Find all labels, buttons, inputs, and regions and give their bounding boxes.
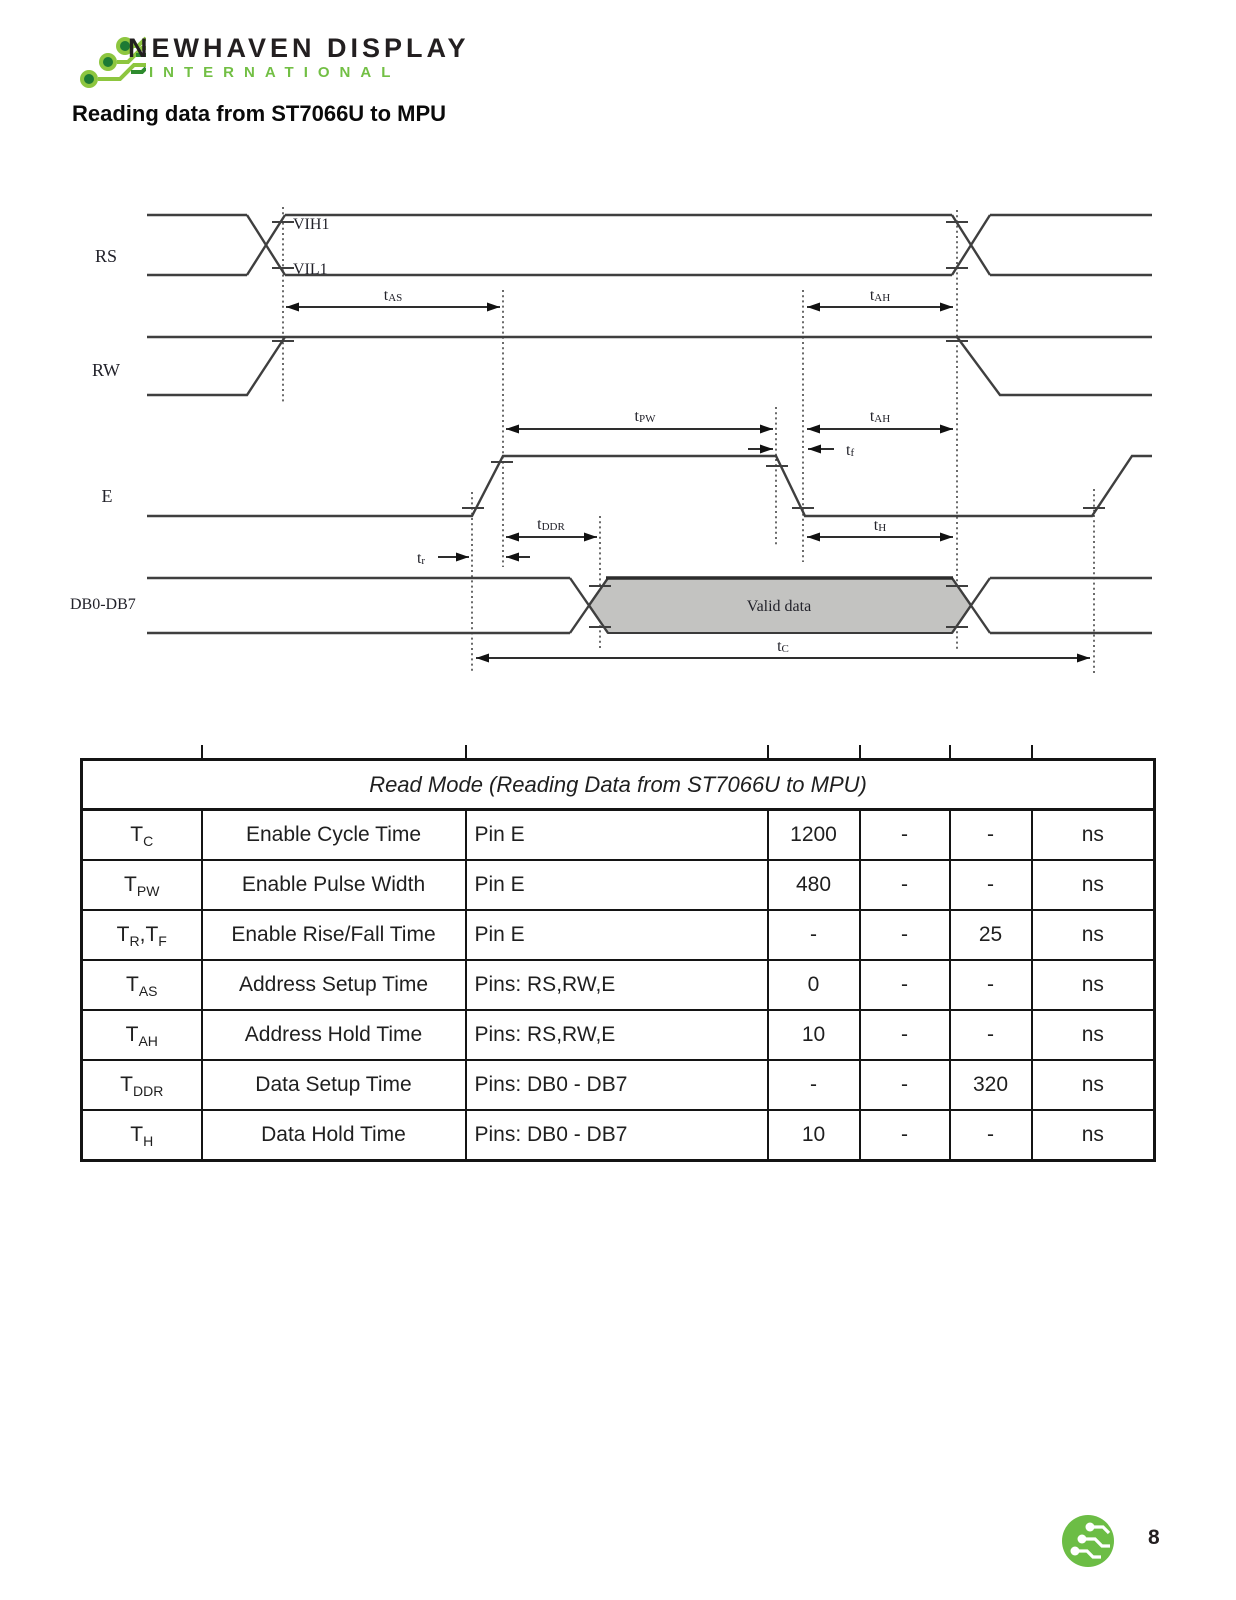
- value-cell: -: [950, 810, 1032, 861]
- value-cell: -: [860, 1010, 950, 1060]
- value-cell: 1200: [768, 810, 860, 861]
- parameter-cell: Address Hold Time: [202, 1010, 466, 1060]
- table-row: [82, 810, 1155, 861]
- value-cell: 480: [768, 860, 860, 910]
- vil1-label: VIL1: [293, 261, 328, 278]
- symbol-cell: $T_H$: [82, 1110, 202, 1161]
- brand-subtitle: INTERNATIONAL: [149, 64, 401, 81]
- tpw-label: tPW: [634, 408, 656, 425]
- parameter-cell: Address Setup Time: [202, 960, 466, 1010]
- table-column-tick: [1031, 745, 1033, 758]
- table-column-tick: [465, 745, 467, 758]
- db-bus-label: DB0-DB7: [70, 596, 136, 613]
- value-cell: 0: [768, 960, 860, 1010]
- value-cell: -: [860, 810, 950, 861]
- symbol-cell: $T_{AH}$: [82, 1010, 202, 1060]
- table-row: [82, 910, 1155, 960]
- tc-label: tC: [777, 638, 789, 655]
- symbol-cell: $T_{AS}$: [82, 960, 202, 1010]
- tddr-label: tDDR: [537, 516, 565, 533]
- unit-cell: ns: [1032, 1060, 1155, 1110]
- table-column-tick: [949, 745, 951, 758]
- value-cell: 10: [768, 1010, 860, 1060]
- pins-cell: Pins: RS,RW,E: [466, 960, 768, 1010]
- footer-circuit-logo-icon: [1053, 1506, 1123, 1576]
- value-cell: -: [950, 860, 1032, 910]
- parameter-cell: Data Hold Time: [202, 1110, 466, 1161]
- symbol-cell: $T_R,T_F$: [82, 910, 202, 960]
- parameter-cell: Data Setup Time: [202, 1060, 466, 1110]
- value-cell: -: [950, 960, 1032, 1010]
- unit-cell: ns: [1032, 1010, 1155, 1060]
- value-cell: 25: [950, 910, 1032, 960]
- page-number: 8: [1148, 1526, 1160, 1549]
- rw-signal-label: RW: [91, 360, 121, 380]
- value-cell: -: [860, 1060, 950, 1110]
- table-row: [82, 1010, 1155, 1060]
- unit-cell: ns: [1032, 910, 1155, 960]
- symbol-cell: $T_C$: [82, 810, 202, 861]
- pins-cell: Pins: DB0 - DB7: [466, 1060, 768, 1110]
- threshold-ticks: [272, 222, 1105, 627]
- table-column-tick: [201, 745, 203, 758]
- value-cell: -: [950, 1110, 1032, 1161]
- e-waveform: [147, 456, 1152, 516]
- tr-label: tr: [416, 550, 426, 567]
- th-label: tH: [873, 517, 887, 534]
- table-column-tick: [767, 745, 769, 758]
- value-cell: -: [950, 1010, 1032, 1060]
- unit-cell: ns: [1032, 960, 1155, 1010]
- tas-label: tAS: [383, 287, 403, 304]
- page-title: Reading data from ST7066U to MPU: [72, 101, 447, 126]
- e-signal-label: E: [101, 486, 113, 506]
- pins-cell: Pin E: [466, 860, 768, 910]
- value-cell: -: [768, 1060, 860, 1110]
- pins-cell: Pins: RS,RW,E: [466, 1010, 768, 1060]
- tf-label: tf: [846, 442, 855, 459]
- value-cell: 320: [950, 1060, 1032, 1110]
- table-title: Read Mode (Reading Data from ST7066U to MPU): [82, 760, 1155, 810]
- unit-cell: ns: [1032, 1110, 1155, 1161]
- unit-cell: ns: [1032, 860, 1155, 910]
- parameter-cell: Enable Rise/Fall Time: [202, 910, 466, 960]
- parameter-cell: Enable Pulse Width: [202, 860, 466, 910]
- table-row: [82, 1110, 1155, 1161]
- value-cell: -: [768, 910, 860, 960]
- pins-cell: Pin E: [466, 810, 768, 861]
- value-cell: 10: [768, 1110, 860, 1161]
- tah-label-mid: tAH: [869, 408, 891, 425]
- tah-label-top: tAH: [869, 287, 891, 304]
- read-mode-timing-table: [80, 758, 1156, 1162]
- pins-cell: Pins: DB0 - DB7: [466, 1110, 768, 1161]
- table-row: [82, 960, 1155, 1010]
- table-title-row: [82, 760, 1155, 810]
- value-cell: -: [860, 1110, 950, 1161]
- valid-data-label: Valid data: [746, 598, 812, 615]
- table-row: [82, 860, 1155, 910]
- symbol-cell: $T_{PW}$: [82, 860, 202, 910]
- table-row: [82, 1060, 1155, 1110]
- rw-waveform: [147, 337, 1152, 395]
- pins-cell: Pin E: [466, 910, 768, 960]
- table-column-tick: [859, 745, 861, 758]
- brand-name: NEWHAVEN DISPLAY: [128, 33, 470, 63]
- rs-signal-label: RS: [94, 246, 118, 266]
- symbol-cell: $T_{DDR}$: [82, 1060, 202, 1110]
- parameter-cell: Enable Cycle Time: [202, 810, 466, 861]
- vih1-label: VIH1: [293, 216, 330, 233]
- unit-cell: ns: [1032, 810, 1155, 861]
- value-cell: -: [860, 910, 950, 960]
- timing-diagram: [0, 180, 1236, 700]
- value-cell: -: [860, 860, 950, 910]
- value-cell: -: [860, 960, 950, 1010]
